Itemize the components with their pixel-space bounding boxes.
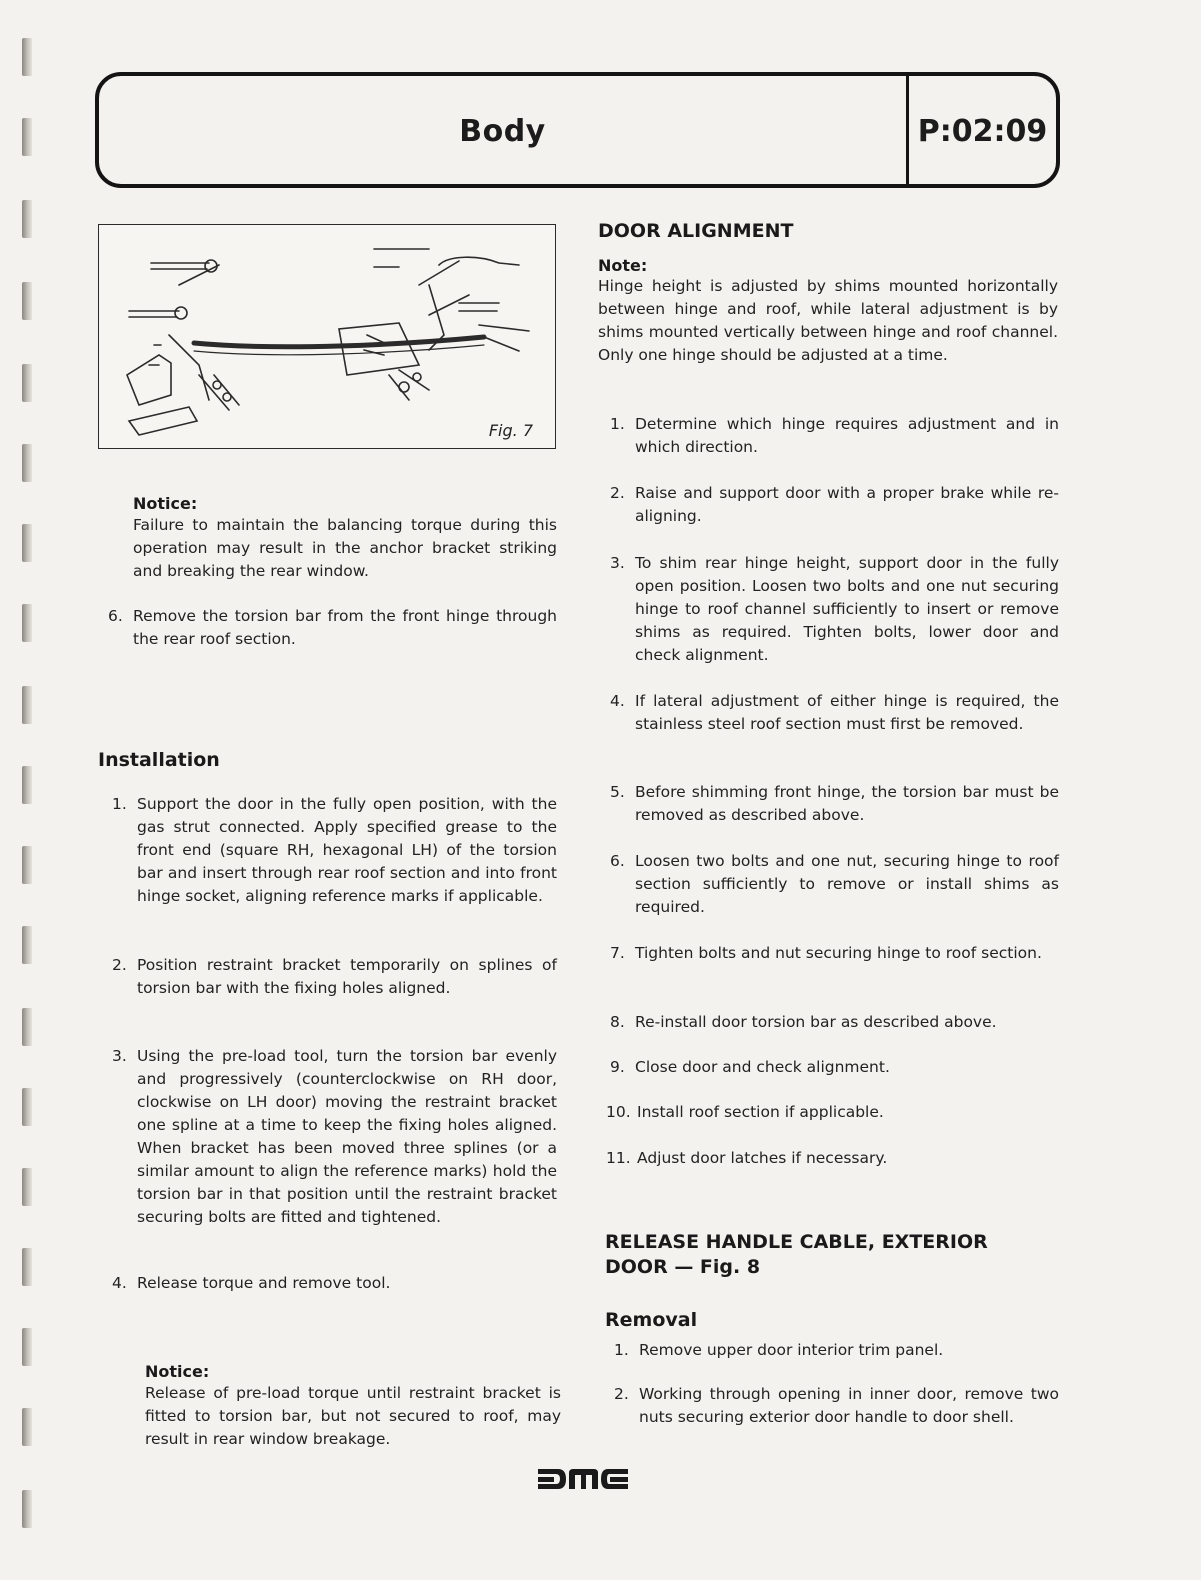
page-header [95,72,1060,188]
binder-hole [22,1008,32,1046]
list-text: Release torque and remove tool. [137,1274,391,1292]
list-text: Remove upper door interior trim panel. [639,1341,944,1359]
binder-hole [22,1168,32,1206]
binder-hole [22,1088,32,1126]
list-number: 7. [610,944,625,962]
list-number: 9. [610,1058,625,1076]
list-text: To shim rear hinge height, support door in the fully open position. Loosen two bolts and one nut securing hinge to roof channel sufficiently to insert or remove shims as required. Tighten bolts, lower door and check alignment. [635,554,1059,664]
list-number: 1. [610,415,625,433]
torsion-bar-illustration [99,225,555,448]
list-number: 11. [606,1149,631,1167]
list-number: 1. [614,1341,629,1359]
list-text: Raise and support door with a proper brake while re-aligning. [635,484,1059,525]
notice-label: Notice: [145,1362,210,1381]
list-number: 1. [112,795,127,813]
binder-hole [22,282,32,320]
list-text: If lateral adjustment of either hinge is required, the stainless steel roof section must first be removed. [635,692,1059,733]
figure-caption: Fig. 7 [488,421,533,440]
note-label: Note: [598,256,648,275]
installation-heading: Installation [98,749,220,771]
list-number: 2. [614,1385,629,1403]
list-number: 2. [610,484,625,502]
list-text: Tighten bolts and nut securing hinge to roof section. [635,944,1042,962]
binder-hole [22,364,32,402]
list-text: Using the pre-load tool, turn the torsion bar evenly and progressively (counterclockwise on RH door, clockwise on LH door) moving the restraint bracket one spline at a time to keep the fixing holes aligned. When bracket has been moved three splines (or a similar amount to align the reference marks) hold the torsion bar in that position until the restraint bracket securing bolts are fitted and tightened. [137,1047,557,1226]
binder-hole [22,444,32,482]
list-text: Remove the torsion bar from the front hinge through the rear roof section. [133,607,557,648]
note-text: Hinge height is adjusted by shims mounted horizontally between hinge and roof, while lateral adjustment is by shims mounted vertically between hinge and roof channel. Only one hinge should be adjusted at a time. [598,277,1058,364]
binder-hole [22,118,32,156]
list-number: 5. [610,783,625,801]
list-number: 4. [610,692,625,710]
binder-hole [22,1490,32,1528]
list-number: 10. [606,1103,631,1121]
list-number: 3. [112,1047,127,1065]
list-text: Close door and check alignment. [635,1058,890,1076]
notice-text: Failure to maintain the balancing torque during this operation may result in the anchor bracket striking and breaking the rear window. [133,516,557,580]
page-code: P:02:09 [917,114,1048,149]
binder-hole [22,1408,32,1446]
list-number: 8. [610,1013,625,1031]
release-cable-heading [605,1230,988,1280]
list-text: Before shimming front hinge, the torsion bar must be removed as described above. [635,783,1059,824]
notice-text: Release of pre-load torque until restraint bracket is fitted to torsion bar, but not secured to roof, may result in rear window breakage. [145,1384,561,1448]
list-number: 6. [108,607,123,625]
list-text: Determine which hinge requires adjustment and in which direction. [635,415,1059,456]
list-text: Adjust door latches if necessary. [637,1149,888,1167]
figure-7 [98,224,556,449]
binder-hole [22,846,32,884]
removal-heading: Removal [605,1309,698,1331]
list-text: Position restraint bracket temporarily on splines of torsion bar with the fixing holes aligned. [137,956,557,997]
list-number: 2. [112,956,127,974]
door-alignment-heading: DOOR ALIGNMENT [598,220,794,242]
binder-hole [22,200,32,238]
notice-label: Notice: [133,494,198,513]
binder-hole [22,1248,32,1286]
binder-hole [22,1328,32,1366]
page-title: Body [459,114,546,149]
dmc-logo [536,1465,630,1493]
list-number: 3. [610,554,625,572]
list-text: Loosen two bolts and one nut, securing hinge to roof section sufficiently to remove or install shims as required. [635,852,1059,916]
binder-hole [22,926,32,964]
binder-hole [22,524,32,562]
release-cable-heading-line1: RELEASE HANDLE CABLE, EXTERIOR [605,1231,988,1253]
binder-hole [22,38,32,76]
release-cable-heading-line2: DOOR — Fig. 8 [605,1256,761,1278]
binder-hole [22,604,32,642]
list-text: Re-install door torsion bar as described above. [635,1013,997,1031]
list-text: Working through opening in inner door, remove two nuts securing exterior door handle to door shell. [639,1385,1059,1426]
binder-hole [22,686,32,724]
list-number: 4. [112,1274,127,1292]
binder-hole [22,766,32,804]
list-number: 6. [610,852,625,870]
list-text: Support the door in the fully open position, with the gas strut connected. Apply specified grease to the front end (square RH, hexagonal LH) of the torsion bar and insert through rear roof section and into front hinge socket, aligning reference marks if applicable. [137,795,557,905]
list-text: Install roof section if applicable. [637,1103,884,1121]
